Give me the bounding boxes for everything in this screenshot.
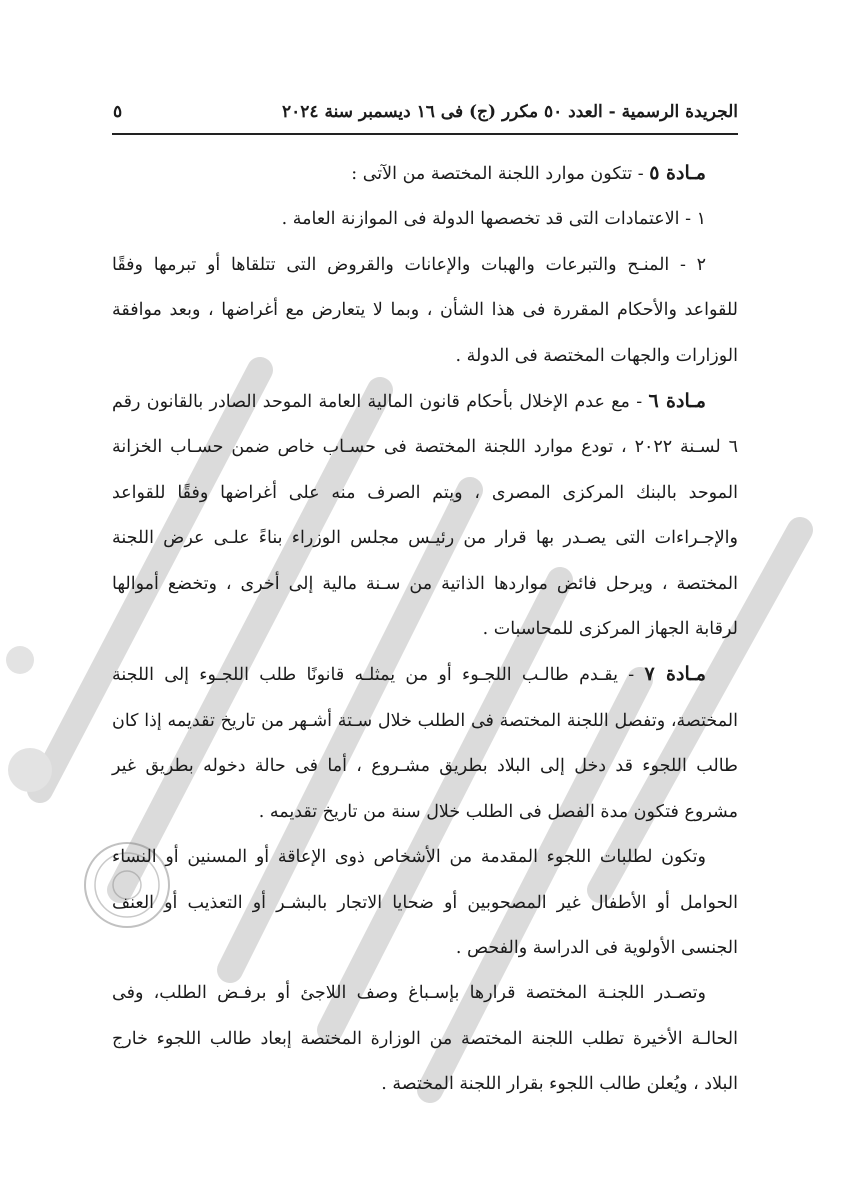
page-number: ٥: [113, 102, 123, 122]
article-7-text: - يقـدم طالـب اللجـوء أو من يمثلـه قانونًا طلب اللجـوء إلى اللجنة المختصة، وتفصل اللجنة المختصة فى الطلب خلال سـتة أشـهر من تاريخ تقديمه إذا كان طالب اللجوء قد دخل إلى البلاد بطريق مشـروع ، أما فى حالة دخوله بطريق غير مشروع فتكون مدة الفصل فى الطلب خلال سنة من تاريخ تقديمه .: [112, 665, 738, 822]
article-7-paragraph-3: وتصـدر اللجنـة المختصة قرارها بإسـباغ وصف اللاجئ أو برفـض الطلب، وفى الحالـة الأخيرة تطلب اللجنة المختصة من الوزارة المختصة إبعاد طالب اللجوء خارج البلاد ، ويُعلن طالب اللجوء بقرار اللجنة المختصة .: [112, 983, 738, 1095]
watermark-dot: [6, 646, 34, 674]
header-title: الجريدة الرسمية - العدد ٥٠ مكرر (ج) فى ١٦ ديسمبر سنة ٢٠٢٤: [282, 102, 738, 122]
article-5-intro: [112, 151, 738, 197]
article-5-intro-text: - تتكون موارد اللجنة المختصة من الآتى :: [351, 164, 644, 184]
gazette-header: [113, 94, 738, 130]
article-5-title: مـادة ٥: [649, 162, 706, 184]
watermark-dot: [8, 748, 52, 792]
article-7-paragraph-2: وتكون لطلبات اللجوء المقدمة من الأشخاص ذوى الإعاقة أو المسنين أو النساء الحوامل أو الأطفال غير المصحوبين أو ضحايا الاتجار بالبشـر أو التعذيب أو العنف الجنسى الأولوية فى الدراسة والفحص .: [112, 847, 738, 958]
article-7: [112, 652, 738, 835]
article-7-title: مـادة ٧: [644, 663, 706, 686]
article-6-title: مـادة ٦: [648, 390, 706, 413]
article-6-text: - مع عدم الإخلال بأحكام قانون المالية العامة الموحد الصادر بالقانون رقم ٦ لسـنة ٢٠٢٢ ، تودع موارد اللجنة المختصة فى حسـاب خاص ضمن حسـاب الخزانة الموحد بالبنك المركزى المصرى ، ويتم الصرف منه على أغراضها وفقًا للقواعد والإجـراءات التى يصـدر بها قرار من رئيـس مجلس الوزراء بناءً علـى عرض اللجنة المختصة ، ويرحل فائض مواردها الذاتية من سـنة مالية إلى أخرى ، وتخضع أموالها لرقابة الجهاز المركزى للمحاسبات .: [112, 392, 739, 640]
document-body: [112, 151, 738, 1108]
header-divider: [112, 133, 738, 135]
article-5-item-1: ١ - الاعتمادات التى قد تخصصها الدولة فى الموازنة العامة .: [281, 209, 706, 230]
article-5-item-2: ٢ - المنـح والتبرعات والهبات والإعانات والقروض التى تتلقاها أو تبرمها وفقًا للقواعد والأحكام المقررة فى هذا الشأن ، وبما لا يتعارض مع أغراضها ، وبعد موافقة الوزارات والجهات المختصة فى الدولة .: [112, 254, 738, 366]
article-6: [112, 379, 738, 652]
